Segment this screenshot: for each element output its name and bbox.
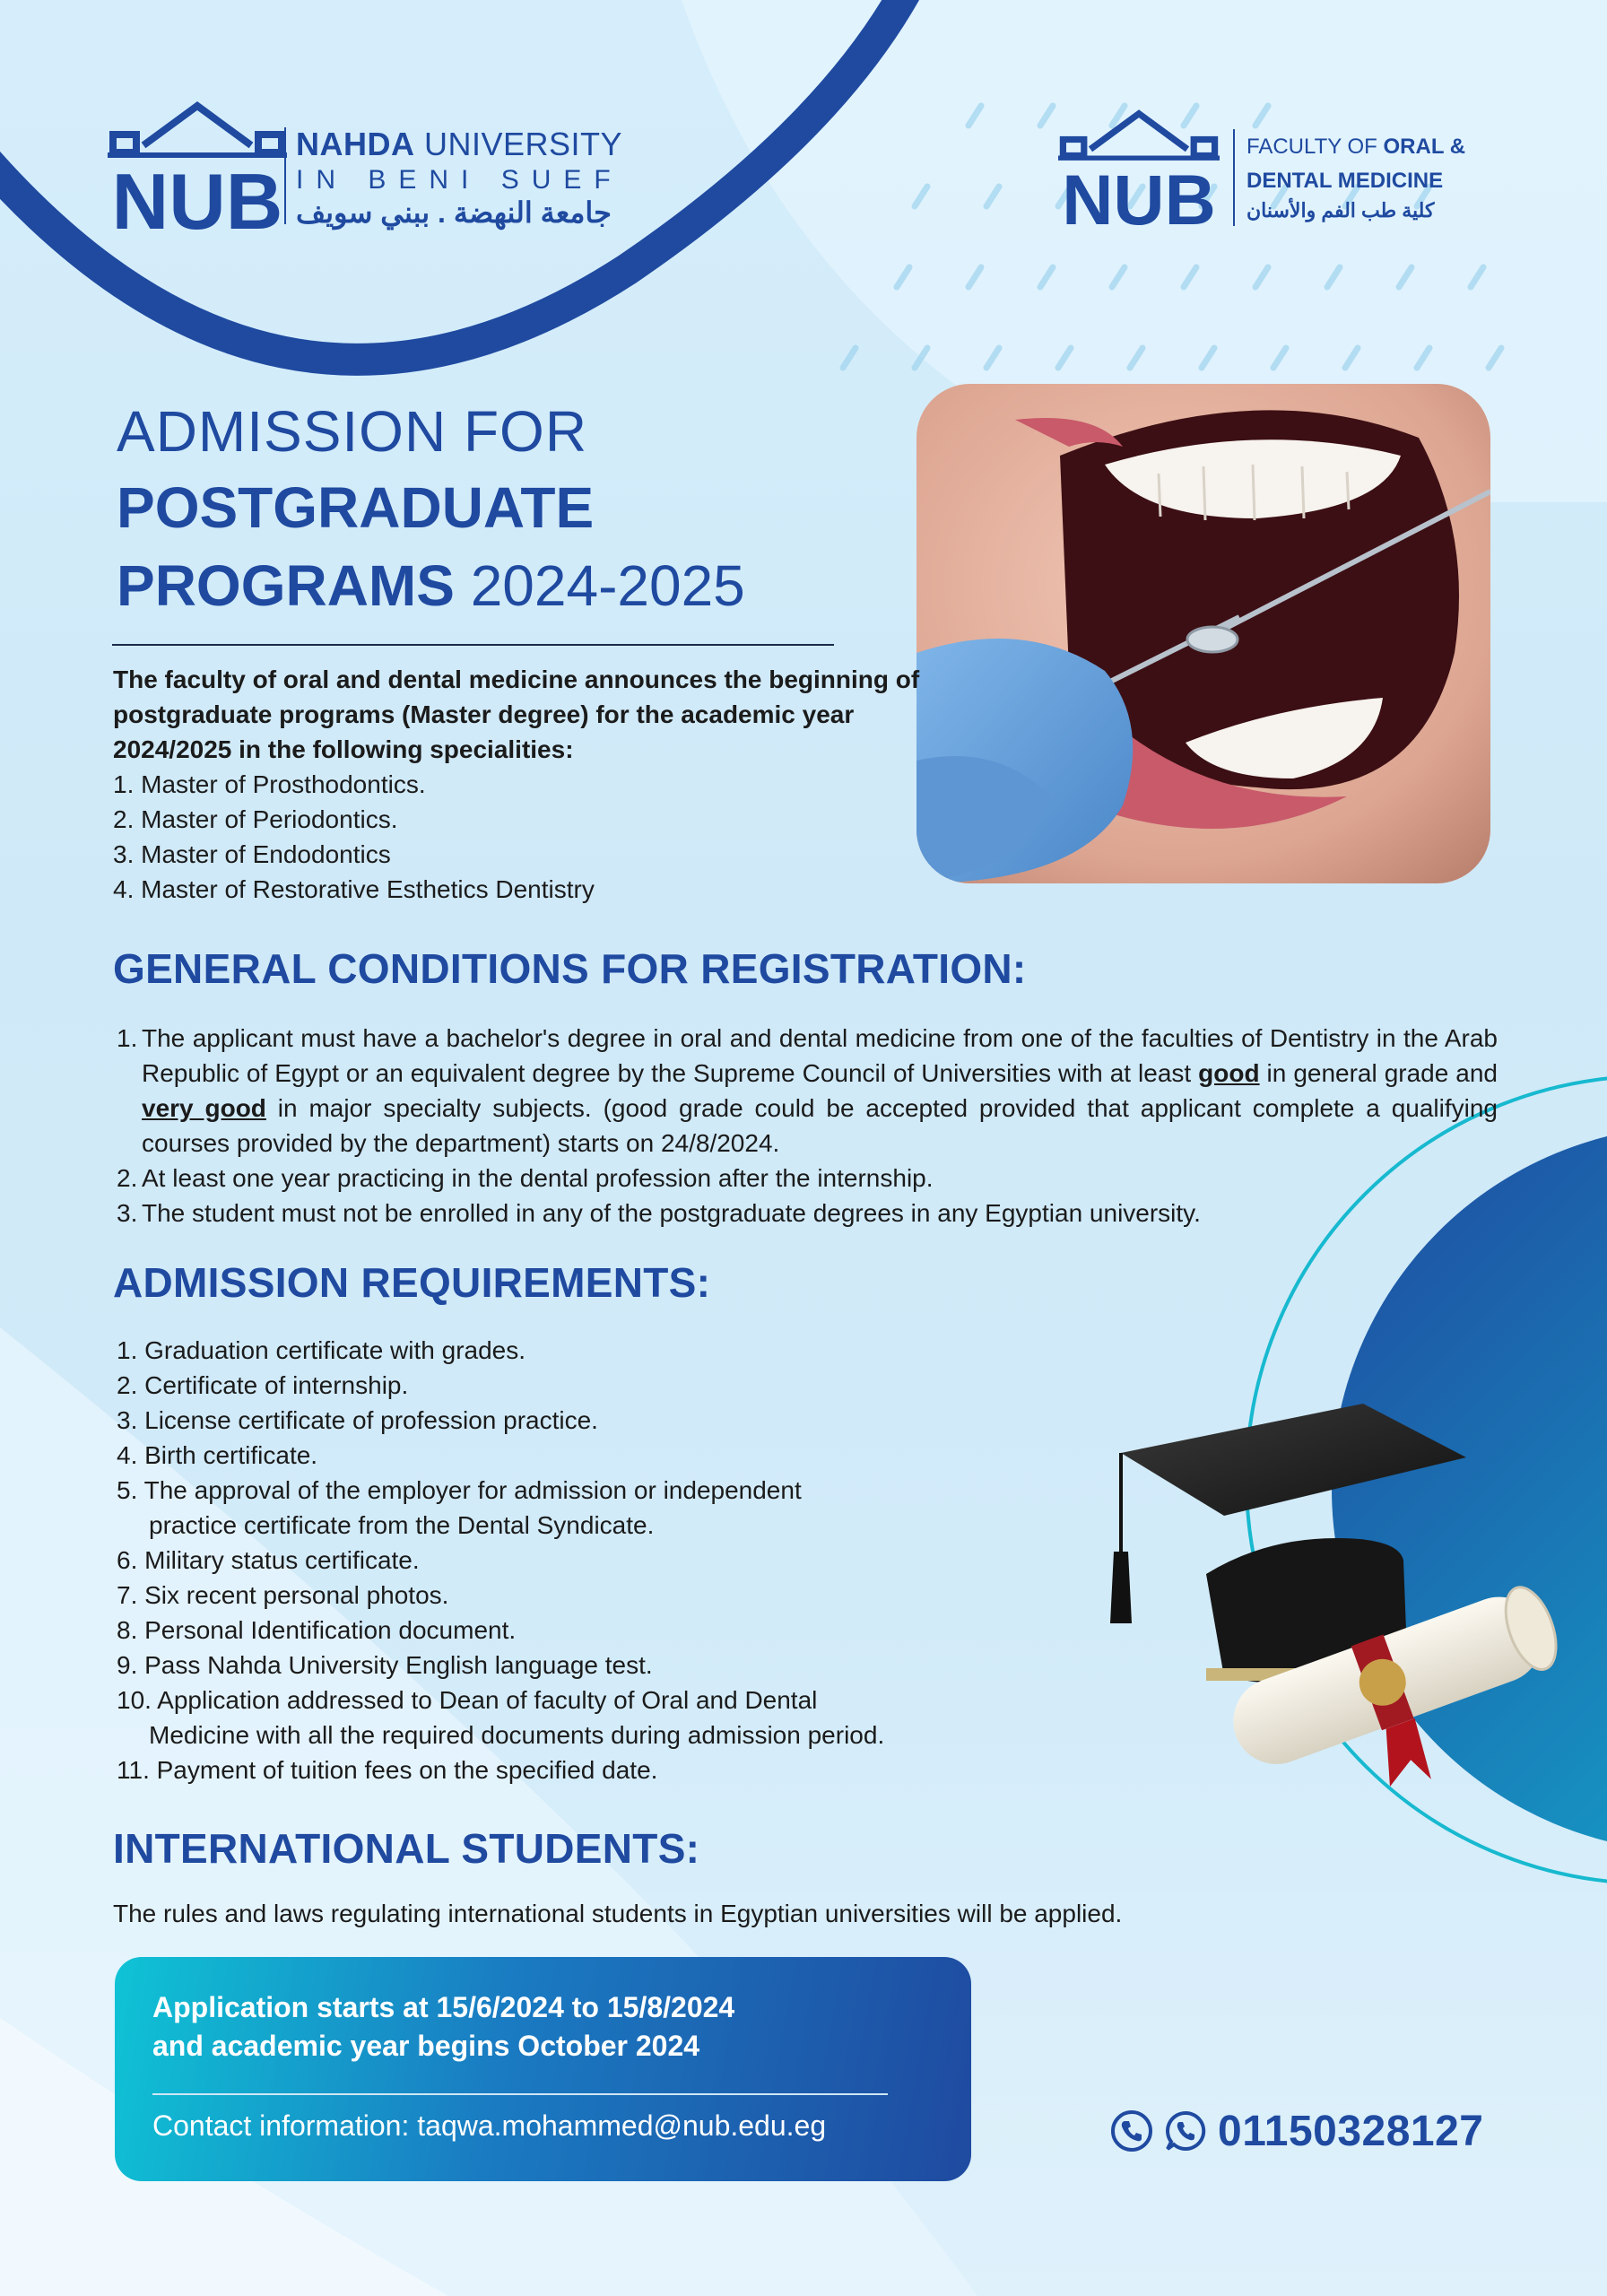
requirement-item: 1. Graduation certificate with grades. bbox=[117, 1336, 526, 1364]
graduation-cap-diploma-icon bbox=[1031, 1229, 1607, 1874]
university-arabic-name: جامعة النهضة . ببني سويف bbox=[296, 196, 612, 229]
phone-contact[interactable] bbox=[1110, 2104, 1484, 2158]
faculty-arabic-name: كلية طب الفم والأسنان bbox=[1247, 199, 1435, 222]
nub-building-icon bbox=[108, 99, 287, 233]
title-divider bbox=[112, 644, 834, 646]
faculty-name-line2: DENTAL MEDICINE bbox=[1247, 169, 1444, 193]
requirement-item: 8. Personal Identification document. bbox=[117, 1616, 517, 1644]
whatsapp-icon bbox=[1164, 2109, 1207, 2152]
program-item: 2. Master of Periodontics. bbox=[113, 805, 398, 833]
general-conditions-heading: GENERAL CONDITIONS FOR REGISTRATION: bbox=[113, 945, 1027, 992]
faculty-name-line1: FACULTY OF ORAL & bbox=[1247, 135, 1466, 159]
title-line2: POSTGRADUATE bbox=[117, 475, 595, 541]
nub-building-icon bbox=[1058, 100, 1220, 235]
condition-item: 3. The student must not be enrolled in any of the postgraduate degrees in any Egyptian university. bbox=[117, 1199, 1201, 1227]
requirement-item: 6. Military status certificate. bbox=[117, 1546, 420, 1574]
requirement-item: 5. The approval of the employer for admission or independent bbox=[117, 1476, 802, 1504]
application-info-box bbox=[115, 1957, 971, 2181]
phone-icon bbox=[1110, 2109, 1153, 2152]
requirement-item-continued: Medicine with all the required documents during admission period. bbox=[149, 1721, 885, 1749]
requirement-item-continued: practice certificate from the Dental Syndicate. bbox=[149, 1511, 655, 1539]
faculty-logo bbox=[1058, 100, 1507, 235]
nahda-university-logo bbox=[108, 99, 664, 242]
international-students-text: The rules and laws regulating international students in Egyptian universities will be applied. bbox=[113, 1900, 1123, 1927]
program-list bbox=[113, 767, 920, 907]
condition-item: 2. At least one year practicing in the dental profession after the internship. bbox=[117, 1164, 934, 1192]
requirement-item: 2. Certificate of internship. bbox=[117, 1371, 409, 1399]
condition-item: 1. The applicant must have a bachelor's degree in oral and dental medicine from one of the faculties of Dentistry in the Arab Republic of Egypt or an equivalent degree by the Supreme Council of Universities with at least good in general grade and very good in major specialty subjects. (good grade could be accepted provided that applicant complete a qualifying courses provided by the department) starts on 24/8/2024. bbox=[117, 1024, 1498, 1157]
cta-divider bbox=[152, 2093, 888, 2095]
svg-text:NUB: NUB bbox=[1062, 160, 1216, 235]
phone-number[interactable]: 01150328127 bbox=[1218, 2107, 1484, 2155]
requirement-item: 9. Pass Nahda University English language test. bbox=[117, 1651, 653, 1679]
university-location: IN BENI SUEF bbox=[296, 165, 623, 195]
contact-email[interactable]: Contact information: taqwa.mohammed@nub.edu.eg bbox=[152, 2109, 827, 2142]
program-item: 4. Master of Restorative Esthetics Dentistry bbox=[113, 875, 595, 903]
requirement-item: 7. Six recent personal photos. bbox=[117, 1581, 449, 1609]
program-item: 1. Master of Prosthodontics. bbox=[113, 770, 426, 798]
title-line3: PROGRAMS 2024-2025 bbox=[117, 552, 745, 618]
international-students-heading: INTERNATIONAL STUDENTS: bbox=[113, 1825, 700, 1872]
admission-requirements-list bbox=[117, 1333, 1022, 1787]
requirement-item: 11. Payment of tuition fees on the specified date. bbox=[117, 1756, 658, 1784]
svg-text:NUB: NUB bbox=[111, 157, 283, 233]
general-conditions-list bbox=[117, 1021, 1498, 1231]
intro-section bbox=[113, 662, 920, 907]
requirement-item: 4. Birth certificate. bbox=[117, 1441, 318, 1469]
dental-photo bbox=[916, 384, 1490, 883]
title-line1: ADMISSION FOR bbox=[117, 399, 588, 464]
intro-announcement: The faculty of oral and dental medicine announces the beginning of postgraduate programs (Master degree) for the academic year 2024/2025 in the following specialities: bbox=[113, 665, 920, 763]
requirement-item: 10. Application addressed to Dean of faculty of Oral and Dental bbox=[117, 1686, 818, 1714]
academic-year-start: and academic year begins October 2024 bbox=[152, 2030, 700, 2062]
program-item: 3. Master of Endodontics bbox=[113, 840, 391, 868]
admission-requirements-heading: ADMISSION REQUIREMENTS: bbox=[113, 1259, 711, 1306]
application-dates: Application starts at 15/6/2024 to 15/8/2024 bbox=[152, 1991, 735, 2023]
university-name: NAHDA UNIVERSITY bbox=[296, 126, 623, 162]
page-title bbox=[117, 395, 870, 624]
requirement-item: 3. License certificate of profession practice. bbox=[117, 1406, 598, 1434]
